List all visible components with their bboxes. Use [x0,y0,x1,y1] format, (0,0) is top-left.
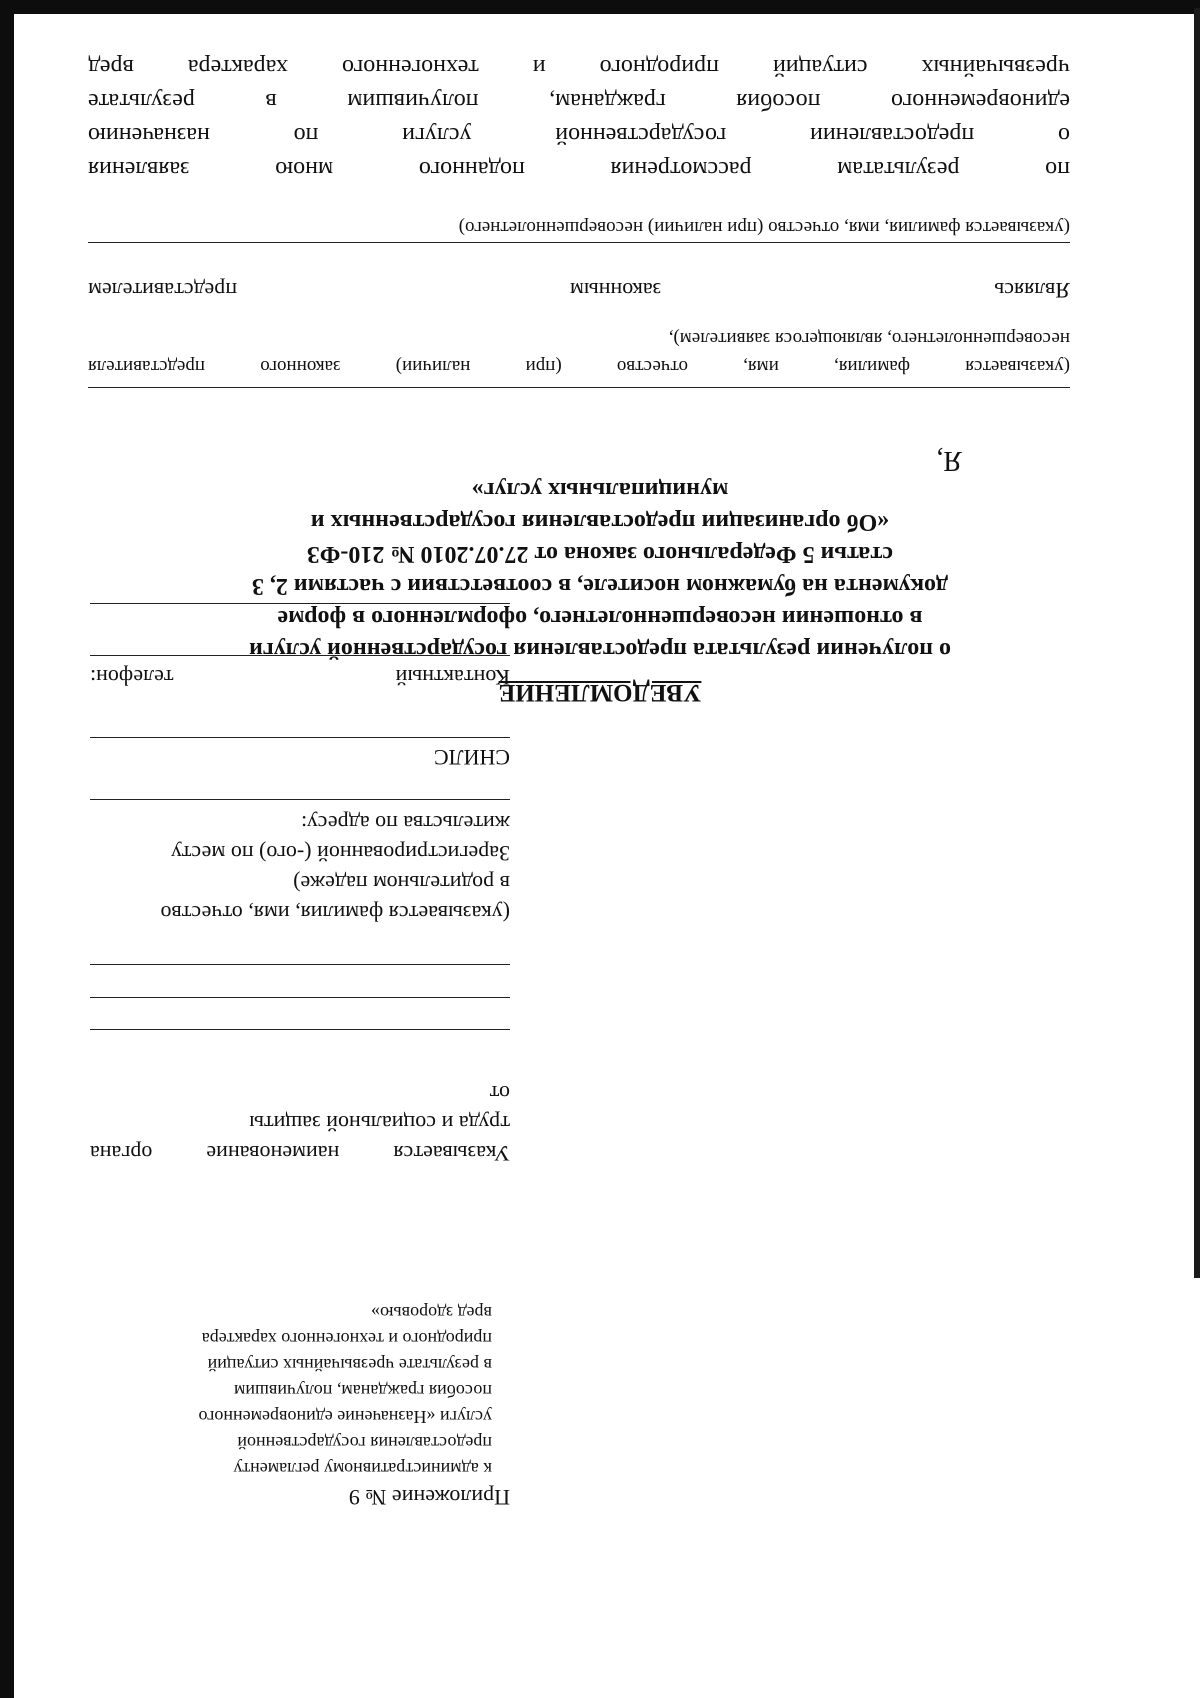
representative-caption-line2: несовершеннолетнего, являющегося заявителем), [668,328,1070,349]
minor-caption: (указывается фамилия, имя, отчество (при наличии) несовершеннолетнего) [458,217,1070,238]
result-line: о предоставлении государственной услуги по назначению [88,122,1070,148]
appendix-line: к административному регламенту [233,1459,492,1479]
snils-line[interactable] [90,737,510,738]
representative-caption-line1: (указывается фамилия, имя, отчество (при наличии) законного представителя [88,356,1070,377]
yavl-word2: законным [570,278,662,303]
representative-name-line[interactable] [88,387,1070,388]
address-line[interactable] [90,799,510,800]
yavl-word3: представителем [88,278,238,303]
result-line: по результатам рассмотрения поданного мною заявления [88,156,1070,182]
minor-name-line[interactable] [88,242,1070,243]
appendix-line: пособия гражданам, получившим [233,1381,492,1401]
title-line: муниципальных услуг» [471,477,729,503]
organ-name-caption: Указывается наименование органа [90,1141,510,1166]
result-line: единовременного пособия гражданам, получившим в результате [88,88,1070,114]
appendix-line: вред здоровью» [370,1303,492,1323]
appendix-line: в результате чрезвычайных ситуаций [207,1355,492,1375]
registered-label-2: жительства по адресу: [301,811,510,836]
document-title [240,474,960,708]
scan-edge-top [0,0,1200,14]
representative-caption [88,324,1070,380]
yavl-word1: Являясь [994,278,1070,303]
title-line: о получении результата предоставления государственной услуги [248,637,952,663]
organ-name-caption-2: труда и социальной защиты [249,1111,510,1136]
title-line: статьи 5 Федерального закона от 27.07.2010 № 210-ФЗ [307,541,893,567]
title-line: в отношении несовершеннолетнего, оформленного в форме [277,605,923,631]
result-paragraph [88,50,1070,186]
from-label: от [489,1081,510,1106]
applicant-block [90,808,510,928]
registered-label: Зарегистрированной (-ого) по месту [170,841,510,866]
legal-rep-line [88,277,1070,303]
from-line-2[interactable] [90,997,510,998]
from-line-1[interactable] [90,1029,510,1030]
appendix-header [90,1300,510,1510]
addressee-block [90,1078,510,1168]
scan-edge-right [1194,8,1200,1278]
appendix-line: природного и техногенного характера [201,1329,492,1349]
snils-label: СНИЛС [433,745,510,770]
appendix-line: предоставления государственной [237,1433,492,1453]
appendix-title: Приложение № 9 [348,1485,510,1510]
phone-label-word1: Контактный [395,665,510,690]
title-main: УВЕДОМЛЕНИЕ [498,679,702,706]
title-line: документа на бумажном носителе, в соответствии с частями 2, 3 [251,573,949,599]
appendix-line: услуги «Назначение единовременного [198,1407,492,1427]
from-line-3[interactable] [90,964,510,965]
ya-label: Я, [936,445,962,476]
scan-edge-left [0,0,14,1698]
result-line: чрезвычайных ситуаций природного и техногенного характера вред [88,54,1070,80]
phone-label-word2: телефон: [90,665,174,690]
applicant-name-caption-2: в родительном падеже) [293,871,510,896]
applicant-name-caption: (указывается фамилия, имя, отчество [160,901,510,926]
title-line: «Об организации предоставления государственных и [310,509,890,535]
